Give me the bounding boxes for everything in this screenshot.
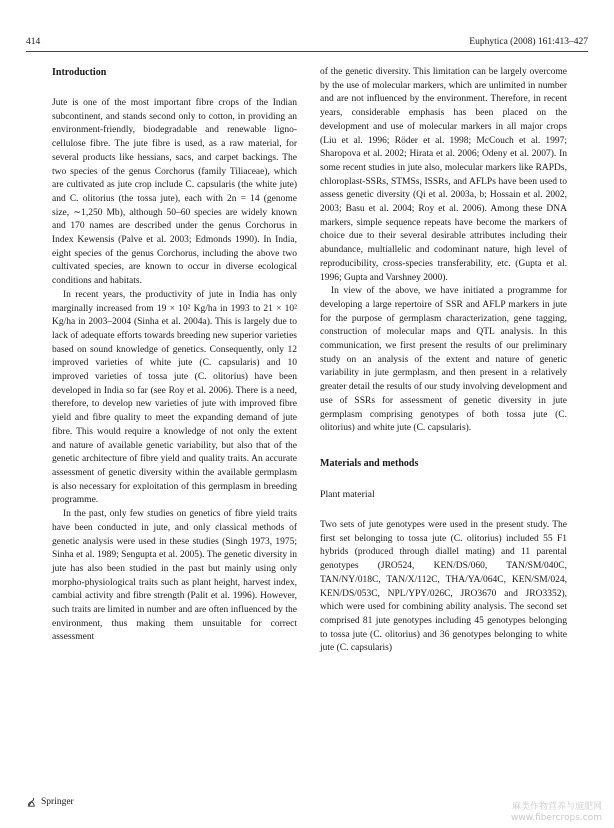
springer-logo-icon bbox=[26, 797, 37, 808]
paragraph: In the past, only few studies on genetics of fibre yield traits have been conducted in jute, and only classical methods of genetic analysis were used in these studies (Singh 1973, 1975; Sinha et al. 1989; Sengupta et al. 2005). The genetic diversity in jute has also been studied in the past but mainly using only morpho-physiological traits such as plant height, harvest index, cambial activity and fibre strength (Palit et al. 1996). However, such traits are limited in number and are often influenced by the environment, thus making them unsuitable for correct assessment bbox=[52, 509, 297, 643]
subsection-heading-plant-material: Plant material bbox=[320, 488, 375, 500]
spacer bbox=[320, 436, 567, 457]
right-column bbox=[320, 66, 567, 656]
watermark-line: 麻类作物营养与施肥网 bbox=[511, 802, 602, 812]
paragraph: In recent years, the productivity of jute in India has only marginally increased from 19 × 10² Kg/ha in 1993 to 21 × 10² Kg/ha in 2003–2004 (Sinha et al. 2004a). This is largely due to lack of adequate efforts towards breeding new superior varieties based on sound knowledge of genetics. Consequently, only 12 improved varieties of white jute (C. capsularis) and 10 improved varieties of tossa jute (C. olitorius) have been developed in India so far (see Roy et al. 2006). There is a need, therefore, to develop new varieties of jute with improved fibre yield and fibre quality to meet the expanding demand of jute fibre. This would require a knowledge of not only the extent and nature of available genetic variability, but also that of the genetic architecture of fibre yield and quality traits. An accurate assessment of genetic diversity within the available germplasm is also necessary for exploitation of this germplasm in breeding programme. bbox=[52, 289, 297, 506]
journal-citation: Euphytica (2008) 161:413–427 bbox=[469, 37, 588, 47]
paragraph: of the genetic diversity. This limitation can be largely overcome by the use of molecular markers, which are unlimited in number and are not influenced by the environment. Therefore, in recent years, considerable emphasis has been placed on the development and use of molecular markers in all major crops (Liu et al. 1996; Röder et al. 1998; McCouch et al. 1997; Sharopova et al. 2002; Hirata et al. 2006; Odeny et al. 2007). In some recent studies in jute also, molecular markers like RAPDs, chloroplast-SSRs, STMSs, ISSRs, and AFLPs have been used to assess genetic diversity (Qi et al. 2003a, b; Hossain et al. 2002, 2003; Basu et al. 2004; Roy et al. 2006). Among these DNA markers, simple sequence repeats have become the markers of choice due to their several desirable attributes including their abundance, multiallelic and codominant nature, high level of reproducibility, cross-species transferability, etc. (Gupta et al. 1996; Gupta and Varshney 2000). bbox=[320, 67, 567, 283]
page-footer bbox=[26, 796, 74, 808]
publisher-name: Springer bbox=[41, 797, 74, 807]
paragraph: Two sets of jute genotypes were used in the present study. The first set belonging to tossa jute (C. olitorius) included 55 F1 hybrids (produced through diallel mating) and 11 parental genotypes (JRO524, KEN/DS/060, TAN/SM/040C, TAN/NY/018C, TAN/X/112C, THA/YA/064C, KEN/SM/024, KEN/DS/053C, NPL/YPY/026C, JRO3670 and JRO3352), which were used for combining ability analysis. The second set comprised 81 jute genotypes including 45 genotypes belonging to tossa jute (C. olitorius) and 36 genotypes belonging to white jute (C. capsularis) bbox=[320, 519, 567, 654]
header-rule bbox=[26, 51, 588, 52]
section-heading-methods: Materials and methods bbox=[320, 457, 419, 469]
paragraph: In view of the above, we have initiated a programme for developing a large repertoire of SSR and AFLP markers in jute for the purpose of germplasm characterization, gene tagging, construction of molecular maps and QTL analysis. In this communication, we first present the results of our preliminary study on an analysis of the extent and nature of genetic variability in jute germplasm, and then present in a relatively greater detail the results of our study involving development and use of SSRs for assessment of genetic diversity in jute germplasm comprising genotypes of both tossa jute (C. olitorius) and white jute (C. capsularis). bbox=[320, 286, 567, 434]
left-column bbox=[52, 66, 297, 645]
section-heading-introduction: Introduction bbox=[52, 67, 107, 78]
paragraph: Jute is one of the most important fibre crops of the Indian subcontinent, and stands second only to cotton, in providing an environment-friendly, biodegradable and renewable ligno-cellulose fibre. The jute fibre is used, as a raw material, for several products like hessians, sacs, and carpet backings. The two species of the genus Corchorus (family Tiliaceae), which are cultivated as jute crop include C. capsularis (the white jute) and C. olitorius (the tossa jute), each with 2n = 14 (genome size, ∼1,250 Mb), although 50–60 species are widely known and 170 names are described under the genus Corchorus in Index Kewensis (Palve et al. 2003; Edmonds 1990). In India, eight species of the genus Corchorus, including the above two cultivated species, are known to occur in diverse ecological conditions and habitats. bbox=[52, 98, 297, 287]
watermark bbox=[511, 802, 602, 824]
watermark-url: www.fibercrops.com bbox=[511, 813, 602, 823]
page-number: 414 bbox=[26, 37, 41, 47]
